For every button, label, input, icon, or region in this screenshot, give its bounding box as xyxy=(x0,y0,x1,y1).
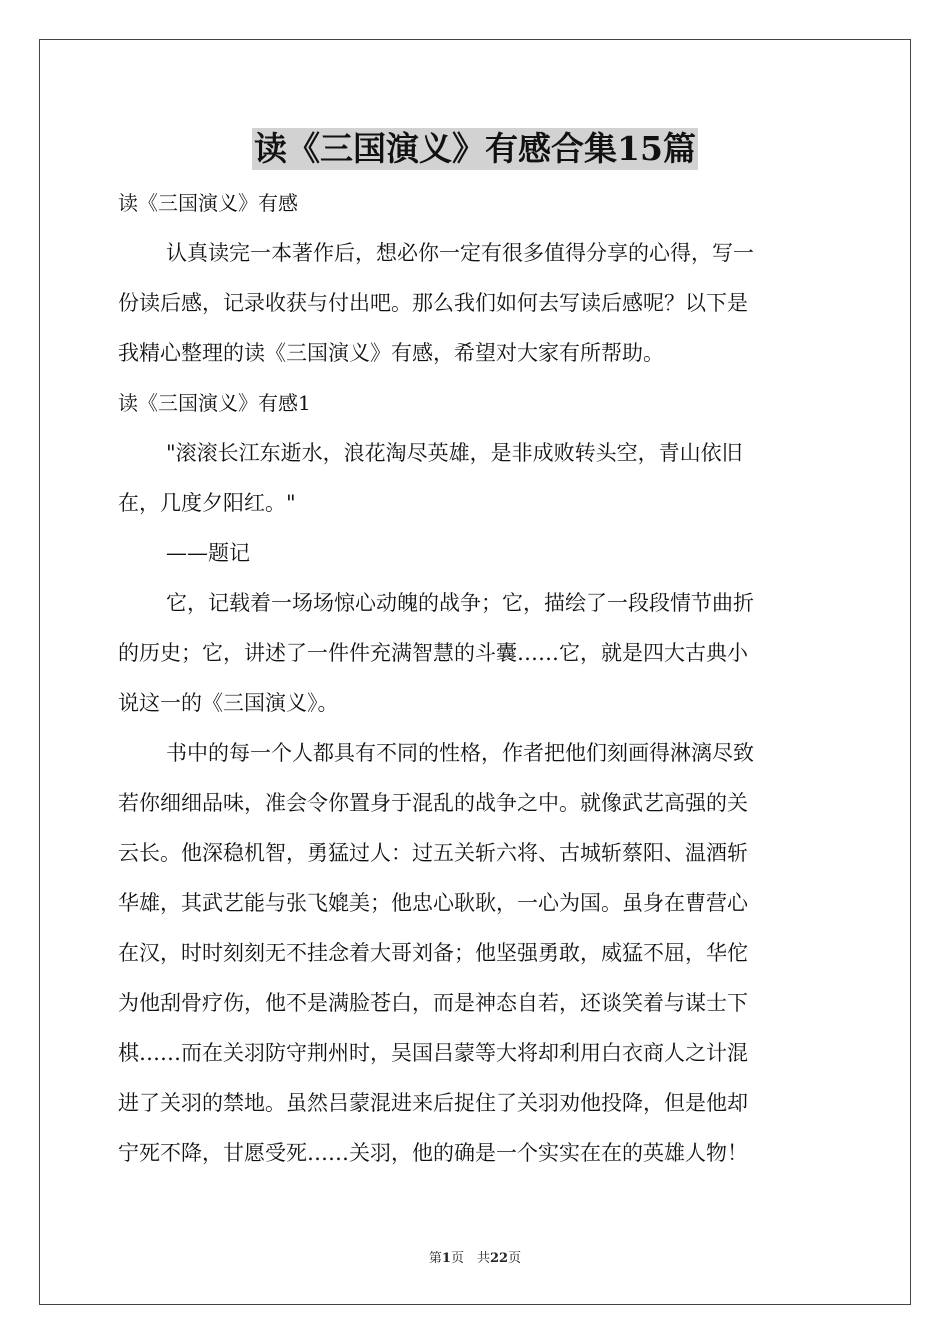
paragraph-line: 说这一的《三国演义》。 xyxy=(118,691,339,715)
section-heading: 读《三国演义》有感 xyxy=(118,191,298,215)
paragraph-line: 云长。他深稳机智，勇猛过人：过五关斩六将、古城斩蔡阳、温酒斩 xyxy=(118,841,748,865)
footer-prefix: 第 xyxy=(428,1251,442,1266)
footer-mid: 页 共 xyxy=(450,1251,490,1266)
paragraph-line: 在汉，时时刻刻无不挂念着大哥刘备；他坚强勇敢，威猛不屈，华佗 xyxy=(118,941,748,965)
paragraph-line: 为他刮骨疗伤，他不是满脸苍白，而是神态自若，还谈笑着与谋士下 xyxy=(118,991,748,1015)
paragraph-line: 认真读完一本著作后，想必你一定有很多值得分享的心得，写一 xyxy=(166,241,754,265)
total-page-number: 22 xyxy=(489,1251,509,1266)
current-page-number: 1 xyxy=(441,1251,451,1266)
document-body xyxy=(118,178,836,1178)
paragraph-line: 棋……而在关羽防守荆州时，吴国吕蒙等大将却利用白衣商人之计混 xyxy=(118,1041,748,1065)
paragraph-line: 书中的每一个人都具有不同的性格，作者把他们刻画得淋漓尽致 xyxy=(166,741,754,765)
paragraph-line: 份读后感，记录收获与付出吧。那么我们如何去写读后感呢？以下是 xyxy=(118,291,748,315)
epigraph-attribution: ——题记 xyxy=(166,541,250,565)
paragraph-line: 在，几度夕阳红。" xyxy=(118,491,296,515)
paragraph-line: 若你细细品味，准会令你置身于混乱的战争之中。就像武艺高强的关 xyxy=(118,791,748,815)
paragraph-line: 华雄，其武艺能与张飞媲美；他忠心耿耿，一心为国。虽身在曹营心 xyxy=(118,891,748,915)
paragraph-line: 它，记载着一场场惊心动魄的战争；它，描绘了一段段情节曲折 xyxy=(166,591,754,615)
page-footer xyxy=(0,1247,950,1266)
paragraph-line: 进了关羽的禁地。虽然吕蒙混进来后捉住了关羽劝他投降，但是他却 xyxy=(118,1091,748,1115)
document-title: 读《三国演义》有感合集15篇 xyxy=(254,129,696,168)
footer-suffix: 页 xyxy=(508,1251,522,1266)
paragraph-line: "滚滚长江东逝水，浪花淘尽英雄，是非成败转头空，青山依旧 xyxy=(166,441,743,465)
paragraph-line: 宁死不降，甘愿受死……关羽，他的确是一个实实在在的英雄人物！ xyxy=(118,1141,748,1165)
title-container xyxy=(0,128,950,170)
section-heading: 读《三国演义》有感1 xyxy=(118,391,311,415)
paragraph-line: 的历史；它，讲述了一件件充满智慧的斗囊……它，就是四大古典小 xyxy=(118,641,748,665)
paragraph-line: 我精心整理的读《三国演义》有感，希望对大家有所帮助。 xyxy=(118,341,664,365)
